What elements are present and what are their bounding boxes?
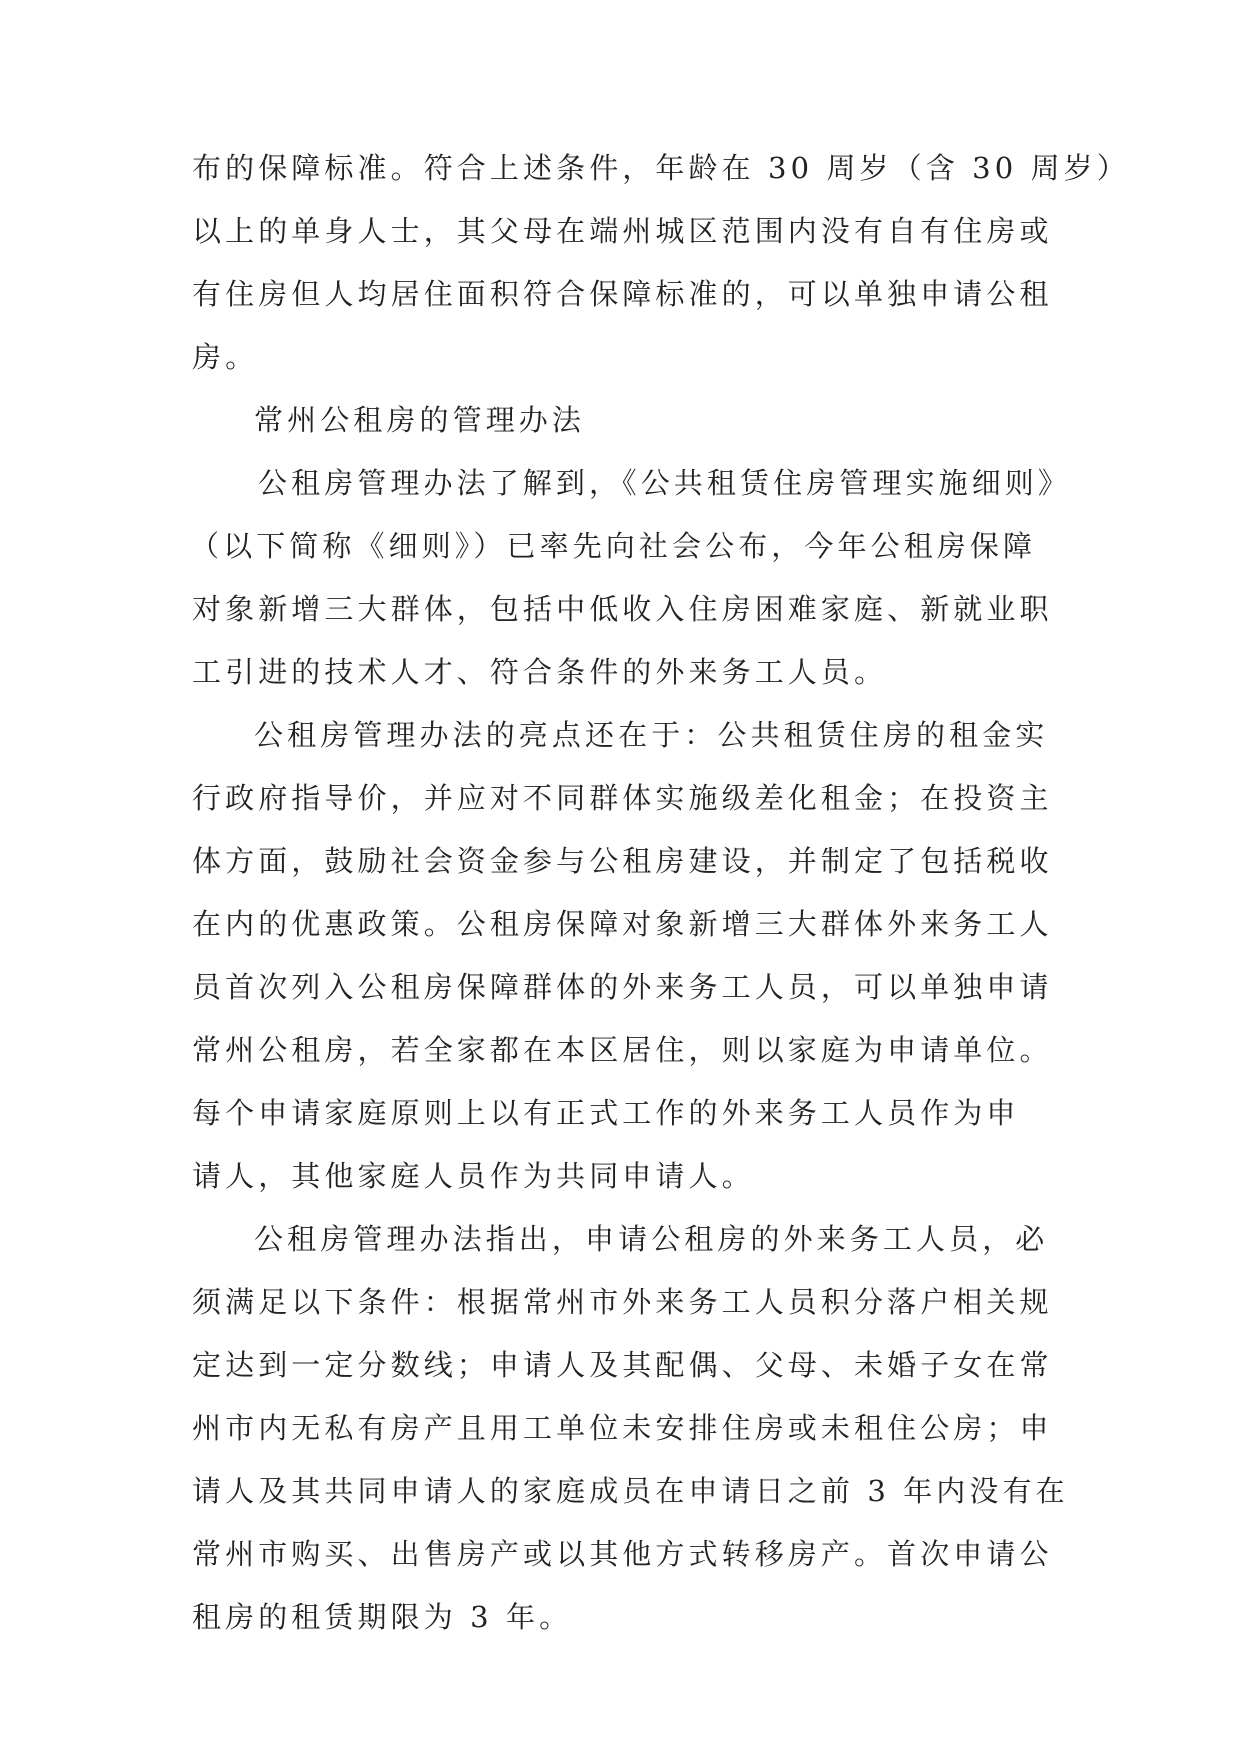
text-line: 体方面，鼓励社会资金参与公租房建设，并制定了包括税收 [192,844,1053,878]
text-line: 以上的单身人士，其父母在端州城区范围内没有自有住房或 [192,214,1053,248]
section-heading: 常州公租房的管理办法 [254,403,586,437]
text-line: 员首次列入公租房保障群体的外来务工人员，可以单独申请 [192,970,1053,1004]
text-line: 州市内无私有房产且用工单位未安排住房或未租住公房；申 [192,1411,1053,1445]
text-line: 工引进的技术人才、符合条件的外来务工人员。 [192,655,888,689]
text-line: 有住房但人均居住面积符合保障标准的，可以单独申请公租 [192,277,1053,311]
text-line: 行政府指导价，并应对不同群体实施级差化租金；在投资主 [192,781,1053,815]
text-line: 常州市购买、出售房产或以其他方式转移房产。首次申请公 [192,1537,1053,1571]
text-line: 布的保障标准。符合上述条件，年龄在 30 周岁（含 30 周岁） [192,151,1130,185]
text-line: 公租房管理办法的亮点还在于：公共租赁住房的租金实 [254,718,1049,752]
text-line: 请人，其他家庭人员作为共同申请人。 [192,1159,755,1193]
text-line: （以下简称《细则》）已率先向社会公布，今年公租房保障 [190,529,1037,563]
text-line: 公租房管理办法指出，申请公租房的外来务工人员，必 [254,1222,1049,1256]
text-line: 请人及其共同申请人的家庭成员在申请日之前 3 年内没有在 [192,1474,1069,1508]
text-line: 须满足以下条件：根据常州市外来务工人员积分落户相关规 [192,1285,1053,1319]
text-line: 每个申请家庭原则上以有正式工作的外来务工人员作为申 [192,1096,1020,1130]
text-line: 对象新增三大群体，包括中低收入住房困难家庭、新就业职 [192,592,1053,626]
text-line: 定达到一定分数线；申请人及其配偶、父母、未婚子女在常 [192,1348,1053,1382]
text-line: 公租房管理办法了解到，《公共租赁住房管理实施细则》 [258,466,1072,500]
text-line: 租房的租赁期限为 3 年。 [192,1600,573,1634]
text-line: 房。 [192,340,259,374]
text-line: 在内的优惠政策。公租房保障对象新增三大群体外来务工人 [192,907,1053,941]
text-line: 常州公租房，若全家都在本区居住，则以家庭为申请单位。 [192,1033,1053,1067]
